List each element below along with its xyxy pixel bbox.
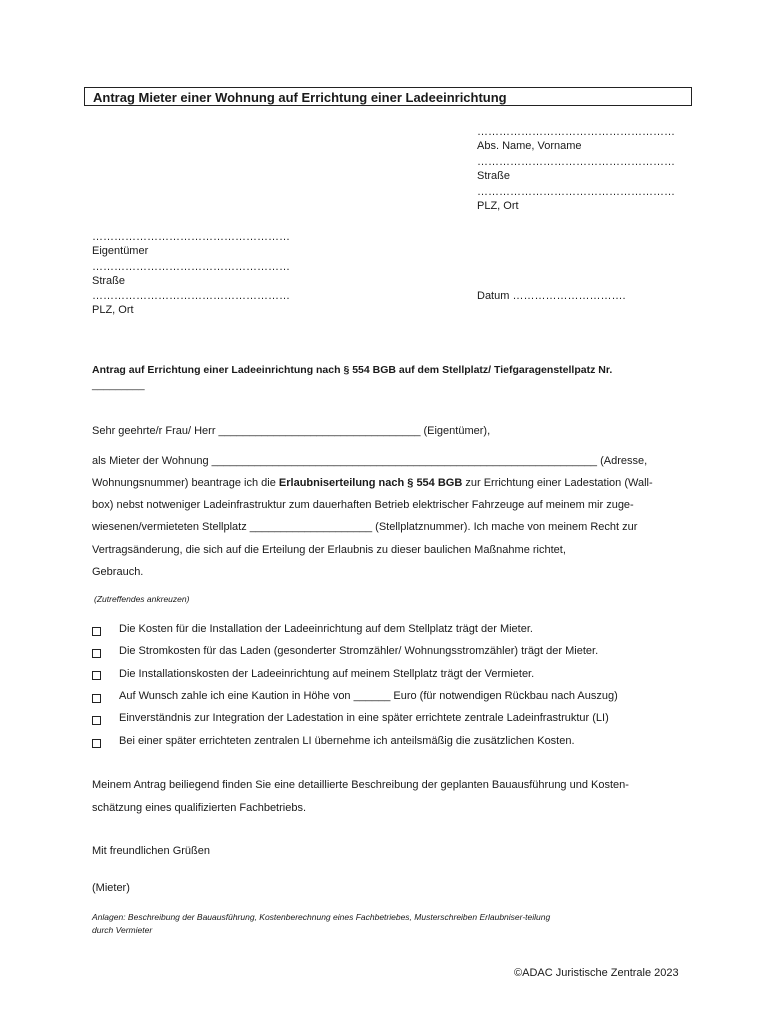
body-line-4: wiesenen/vermieteten Stellplatz ____________________ (Stellplatznummer). Ich mache von meinem Recht zur [92, 521, 638, 533]
option-label-2: Die Stromkosten für das Laden (gesonderter Stromzähler/ Wohnungsstromzähler) trägt der Mieter. [119, 645, 599, 657]
body-line-2-post: zur Errichtung einer Ladestation (Wall- [462, 477, 653, 489]
document-title: Antrag Mieter einer Wohnung auf Errichtung einer Ladeeinrichtung [93, 90, 507, 105]
recipient-street-dots: ……………………………………………… [92, 261, 290, 273]
option-label-5: Einverständnis zur Integration der Ladestation in eine später errichtete zentrale Ladeinfrastruktur (LI) [119, 712, 609, 724]
signer-label: (Mieter) [92, 882, 130, 894]
title-box [84, 87, 692, 106]
body-line-5: Vertragsänderung, die sich auf die Erteilung der Erlaubnis zu dieser baulichen Maßnahme richtet, [92, 544, 566, 556]
option-checkbox-4[interactable] [92, 694, 101, 703]
option-label-6: Bei einer später errichteten zentralen LI übernehme ich anteilsmäßig die zusätzlichen Kosten. [119, 735, 575, 747]
sender-name-label: Abs. Name, Vorname [477, 140, 582, 152]
recipient-city-label: PLZ, Ort [92, 304, 134, 316]
option-label-1: Die Kosten für die Installation der Ladeeinrichtung auf dem Stellplatz trägt der Mieter. [119, 623, 533, 635]
attachments-line-1: Anlagen: Beschreibung der Bauausführung, Kostenberechnung eines Fachbetriebes, Musterschreiben Erlaubniser-teilung [92, 912, 551, 922]
date-field [477, 290, 626, 302]
recipient-owner-label: Eigentümer [92, 245, 149, 257]
body-line-1: als Mieter der Wohnung _______________________________________________________________ (Adresse, [92, 455, 648, 467]
option-checkbox-5[interactable] [92, 716, 101, 725]
closing-line-1: Meinem Antrag beiliegend finden Sie eine detaillierte Beschreibung der geplanten Bauausführung und Kosten- [92, 779, 629, 791]
recipient-city-dots: ……………………………………………… [92, 290, 290, 302]
sender-city-label: PLZ, Ort [477, 200, 519, 212]
subject-line-1: Antrag auf Errichtung einer Ladeeinrichtung nach § 554 BGB auf dem Stellplatz/ Tiefgaragenstellpatz Nr. [92, 364, 613, 376]
body-line-2 [92, 477, 653, 489]
sender-city-dots: ……………………………………………… [477, 186, 675, 198]
sender-street-label: Straße [477, 170, 511, 182]
option-checkbox-1[interactable] [92, 627, 101, 636]
sender-name-dots: ……………………………………………… [477, 126, 675, 138]
recipient-owner-dots: ……………………………………………… [92, 231, 290, 243]
date-dots: …………………………. [512, 290, 626, 302]
salutation: Sehr geehrte/r Frau/ Herr _________________________________ (Eigentümer), [92, 425, 491, 437]
recipient-street-label: Straße [92, 275, 126, 287]
option-checkbox-3[interactable] [92, 671, 101, 680]
option-label-3: Die Installationskosten der Ladeeinrichtung auf meinem Stellplatz trägt der Vermieter. [119, 668, 535, 680]
attachments-line-2: durch Vermieter [92, 925, 153, 935]
option-checkbox-2[interactable] [92, 649, 101, 658]
body-line-6: Gebrauch. [92, 566, 144, 578]
option-label-4: Auf Wunsch zahle ich eine Kaution in Höhe von ______ Euro (für notwendigen Rückbau nach Auszug) [119, 690, 618, 702]
body-line-2-pre: Wohnungsnummer) beantrage ich die [92, 477, 279, 489]
closing-line-2: schätzung eines qualifizierten Fachbetriebs. [92, 802, 307, 814]
body-line-2-bold: Erlaubniserteilung nach § 554 BGB [278, 477, 463, 489]
check-hint: (Zutreffendes ankreuzen) [94, 594, 190, 604]
sender-street-dots: ……………………………………………… [477, 156, 675, 168]
subject-line-2: _________ [92, 379, 145, 391]
greeting: Mit freundlichen Grüßen [92, 845, 210, 857]
body-line-3: box) nebst notweniger Ladeinfrastruktur zum dauerhaften Betrieb elektrischer Fahrzeuge auf meinem mir zuge- [92, 499, 634, 511]
footer-copyright: ©ADAC Juristische Zentrale 2023 [514, 967, 679, 979]
date-label: Datum [477, 290, 510, 302]
option-checkbox-6[interactable] [92, 739, 101, 748]
